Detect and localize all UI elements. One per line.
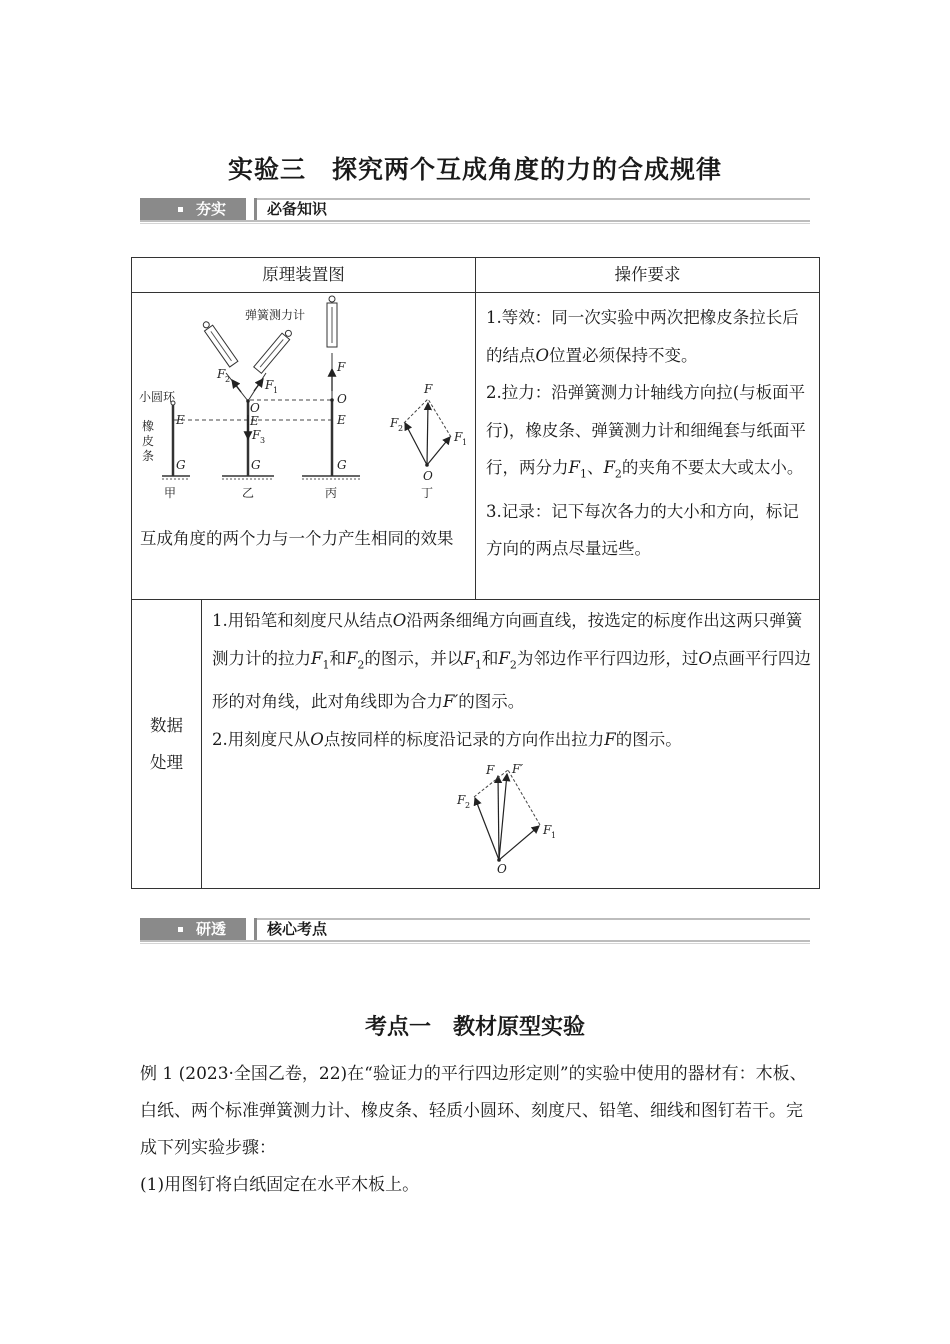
banner-rule <box>140 223 810 224</box>
example-intro: 例 1 (2023·全国乙卷，22)在“验证力的平行四边形定则”的实验中使用的器材有：木板、白纸、两个标准弹簧测力计、橡皮条、轻质小圆环、刻度尺、铅笔、细线和图钉若干。完成下列实验步骤： <box>140 1064 807 1158</box>
subscript: 3 <box>260 436 266 445</box>
ring-label: 小圆环 <box>139 390 176 404</box>
processing-step-1: 1.用铅笔和刻度尺从结点O沿两条细绳方向画直线，按选定的标度作出这两只弹簧测力计的拉力$F_1$和$F_2$的图示，并以$F_1$和$F_2$为邻边作平行四边形，过O点画平行四边形的对角线，此对角线即为合力F′的图示。 <box>212 611 811 712</box>
banner-tag-text: 研透 <box>196 920 227 938</box>
section-title: 考点一 教材原型实验 <box>364 1015 585 1040</box>
force-f1-label: F <box>543 823 552 838</box>
banner-label: 必备知识 <box>254 198 327 220</box>
force-f2-label: F <box>457 793 466 808</box>
requirement-3: 3.记录：记下每次各力的大小和方向，标记方向的两点尽量远些。 <box>486 501 799 559</box>
force-parallelogram-diagram <box>455 764 575 874</box>
data-processing-label: 数据 处理 <box>132 600 202 889</box>
point-e-label: E <box>250 414 259 428</box>
apparatus-diagram <box>132 293 474 519</box>
force-f2-label: F <box>390 416 399 430</box>
subscript: 2 <box>398 424 404 433</box>
point-g-label: G <box>337 458 347 472</box>
panel-label: 甲 <box>164 486 177 500</box>
panel-ding <box>389 382 467 500</box>
banner-rule <box>254 918 810 920</box>
subscript: 2 <box>465 801 471 811</box>
point-e-label: E <box>337 413 346 427</box>
square-bullet-icon <box>178 927 183 932</box>
force-f-label: F <box>424 382 433 396</box>
spring-meter-label: 弹簧测力计 <box>245 308 306 322</box>
force-f1-label: F <box>454 430 463 444</box>
rubber-label: 橡 <box>142 419 155 433</box>
data-processing-cell <box>202 600 820 889</box>
force-f1-label: F <box>265 378 274 392</box>
principle-cell <box>132 293 476 600</box>
requirement-2: 2.拉力：沿弹簧测力计轴线方向拉(与板面平行)，橡皮条、弹簧测力计和细绳套与纸面平行，两分力$F_1$、$F_2$的夹角不要太大或太小。 <box>486 383 806 481</box>
point-o-label: O <box>250 401 260 415</box>
force-f3-label: F <box>252 428 261 442</box>
force-f-label: F <box>337 360 346 374</box>
header-principle: 原理装置图 <box>132 258 476 293</box>
subscript: 1 <box>551 831 557 841</box>
section-banner-essential-knowledge <box>140 198 810 224</box>
subscript: 1 <box>462 438 468 447</box>
rubber-label: 皮 <box>142 434 155 448</box>
force-f2-label: F <box>217 367 226 381</box>
force-f-prime-label: F′ <box>512 764 524 777</box>
subscript: 1 <box>273 386 279 395</box>
example-step-1: (1)用图钉将白纸固定在水平木板上。 <box>140 1175 420 1195</box>
panel-bing <box>325 296 347 500</box>
banner-rule <box>140 943 810 944</box>
square-bullet-icon <box>178 207 183 212</box>
page-title: 实验三 探究两个互成角度的力的合成规律 <box>227 155 722 184</box>
force-f-label: F <box>486 764 495 778</box>
banner-tag <box>140 198 246 220</box>
point-e-label: E <box>176 413 185 427</box>
point-g-label: G <box>251 458 261 472</box>
experiment-table <box>131 257 820 889</box>
point-o-label: O <box>497 862 507 875</box>
point-o-label: O <box>337 392 347 406</box>
principle-caption: 互成角度的两个力与一个力产生相同的效果 <box>140 529 454 548</box>
banner-label: 核心考点 <box>254 918 327 940</box>
banner-tag-text: 夯实 <box>196 200 227 218</box>
point-g-label: G <box>176 458 186 472</box>
requirement-1: 1.等效：同一次实验中两次把橡皮条拉长后的结点O位置必须保持不变。 <box>486 308 799 365</box>
banner-rule <box>140 940 810 942</box>
requirements-cell <box>476 293 820 600</box>
banner-rule <box>254 198 810 200</box>
panel-label: 丁 <box>421 486 434 500</box>
rubber-label: 条 <box>142 449 155 463</box>
point-o-label: O <box>423 469 433 483</box>
panel-label: 丙 <box>325 486 338 500</box>
banner-rule <box>140 220 810 222</box>
panel-yi <box>200 307 305 500</box>
section-banner-core-points <box>140 918 810 944</box>
processing-step-2: 2.用刻度尺从O点按同样的标度沿记录的方向作出拉力F的图示。 <box>212 729 682 749</box>
panel-label: 乙 <box>242 486 255 500</box>
banner-tag <box>140 918 246 940</box>
panel-jia <box>139 390 186 500</box>
subscript: 2 <box>225 375 231 384</box>
header-requirements: 操作要求 <box>476 258 820 293</box>
